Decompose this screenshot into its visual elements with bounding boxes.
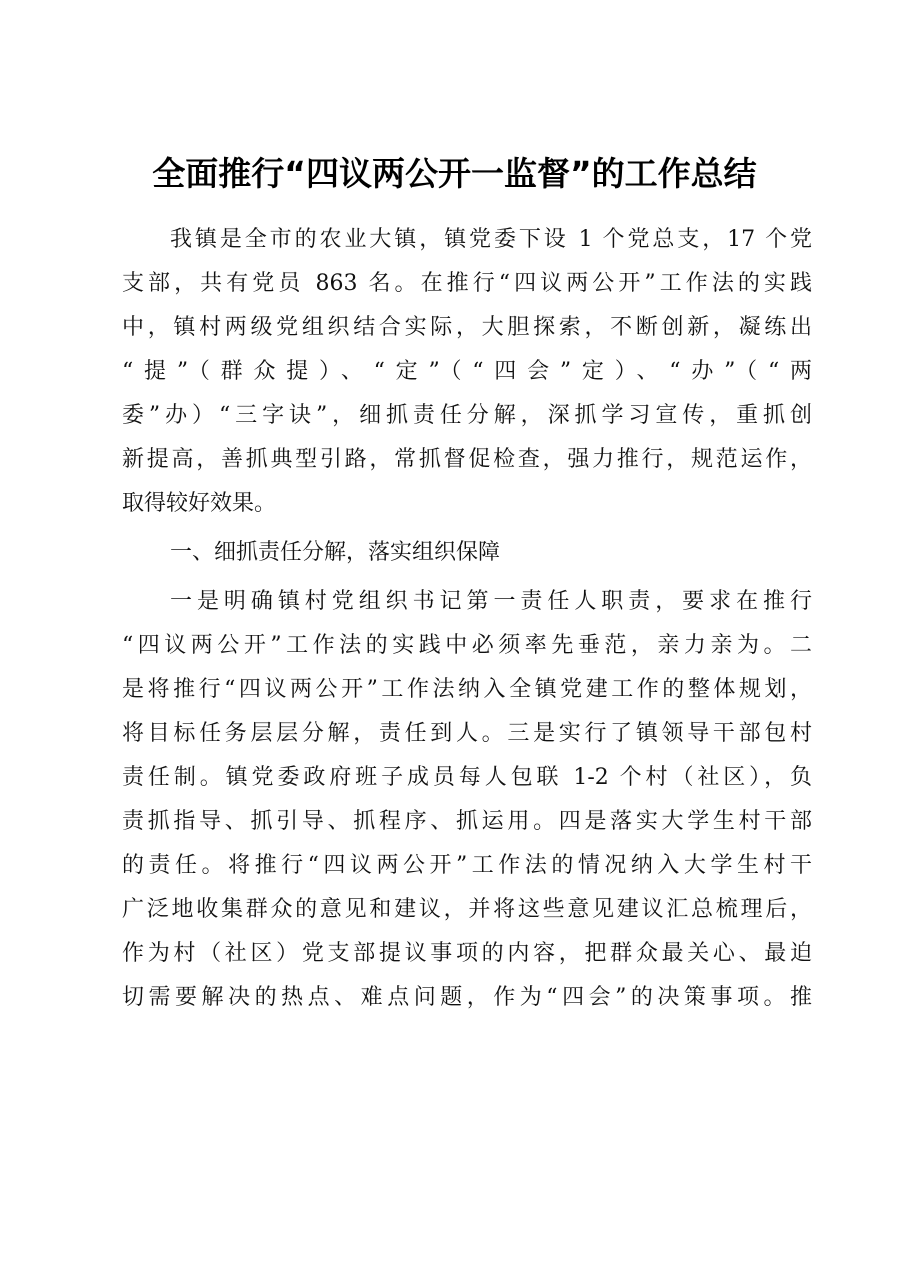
paragraph-line: 取得较好效果。 (122, 491, 277, 516)
paragraph-line: 我镇是全市的农业大镇，镇党委下设 1 个党总支，17 个党 (170, 227, 812, 252)
paragraph-line: “四议两公开”工作法的实践中必须率先垂范，亲力亲为。二 (122, 633, 812, 658)
paragraph-line: 的责任。将推行“四议两公开”工作法的情况纳入大学生村干 (122, 853, 812, 878)
paragraph-line: 作为村（社区）党支部提议事项的内容，把群众最关心、最迫 (122, 941, 812, 966)
paragraph-line: 将目标任务层层分解，责任到人。三是实行了镇领导干部包村 (122, 721, 812, 746)
paragraph-line: 支部，共有党员 863 名。在推行“四议两公开”工作法的实践 (122, 271, 812, 296)
paragraph-line: 委”办）“三字诀”，细抓责任分解，深抓学习宣传，重抓创 (122, 403, 812, 428)
document-title: 全面推行“四议两公开一监督”的工作总结 (152, 154, 757, 193)
paragraph-line: 责抓指导、抓引导、抓程序、抓运用。四是落实大学生村干部 (122, 809, 812, 834)
paragraph-line: 中，镇村两级党组织结合实际，大胆探索，不断创新，凝练出 (122, 315, 812, 340)
paragraph-line: 切需要解决的热点、难点问题，作为“四会”的决策事项。推 (122, 985, 812, 1010)
paragraph-line: 广泛地收集群众的意见和建议，并将这些意见建议汇总梳理后， (122, 897, 812, 922)
paragraph-line: “提”（群众提）、“定”（“四会”定）、“办”（“两 (122, 359, 812, 384)
section-heading: 一、细抓责任分解，落实组织保障 (170, 540, 501, 565)
paragraph-line: 一是明确镇村党组织书记第一责任人职责，要求在推行 (170, 589, 812, 614)
paragraph-line: 是将推行“四议两公开”工作法纳入全镇党建工作的整体规划， (122, 677, 812, 702)
paragraph-line: 新提高，善抓典型引路，常抓督促检查，强力推行，规范运作， (122, 447, 812, 472)
paragraph-line: 责任制。镇党委政府班子成员每人包联 1-2 个村（社区），负 (122, 765, 812, 790)
